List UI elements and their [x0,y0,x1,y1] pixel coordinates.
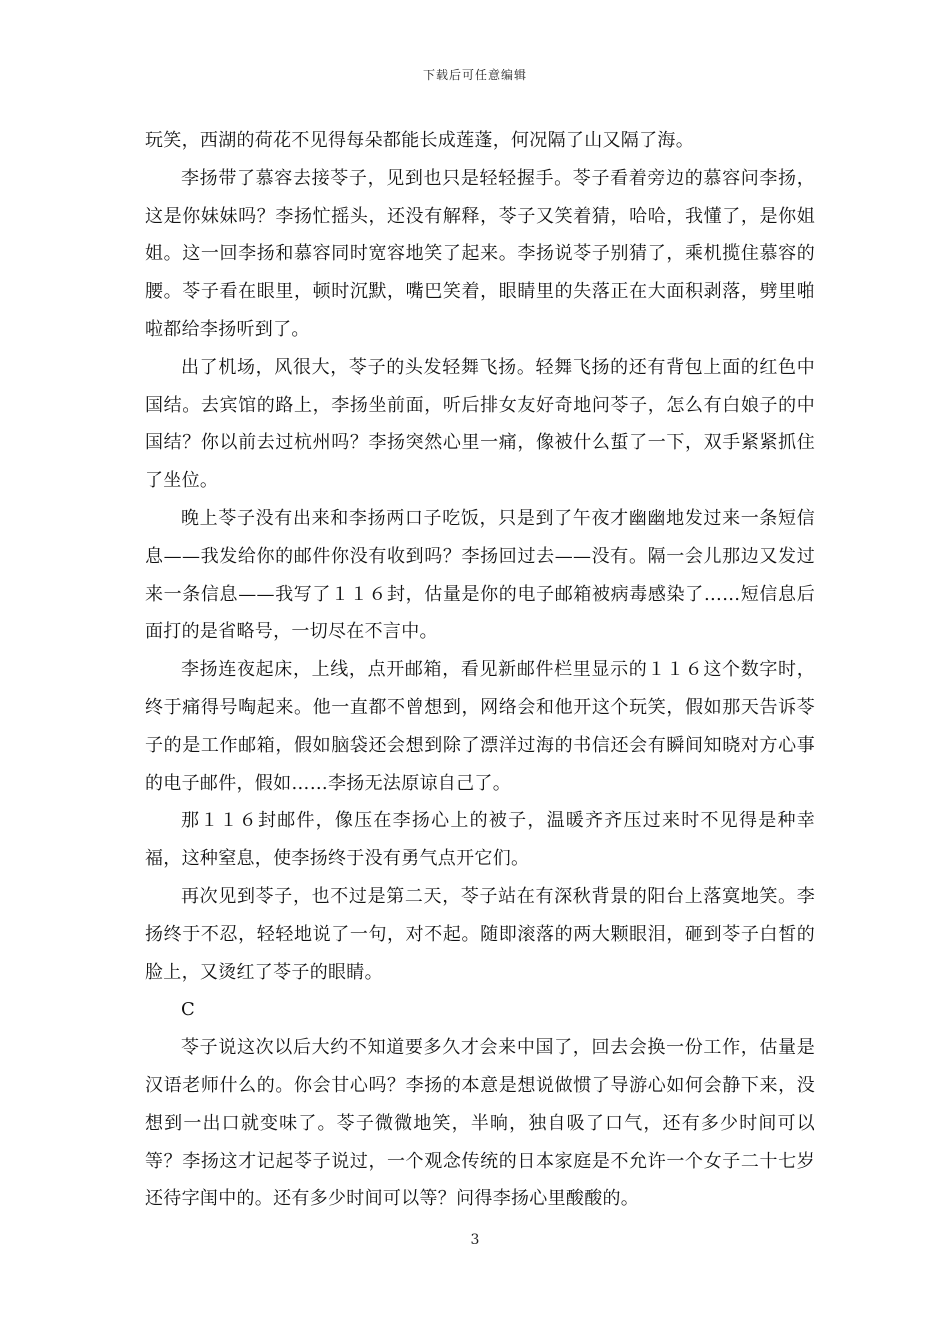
paragraph: 李扬连夜起床，上线，点开邮箱，看见新邮件栏里显示的１１６这个数字时，终于痛得号啕起来。他一直都不曾想到，网络会和他开这个玩笑，假如那天告诉苓子的是工作邮箱，假如脑袋还会想到除了漂洋过海的书信还会有瞬间知晓对方心事的电子邮件，假如……李扬无法原谅自己了。 [145,659,815,794]
paragraph: 苓子说这次以后大约不知道要多久才会来中国了，回去会换一份工作，估量是汉语老师什么的。你会甘心吗？李扬的本意是想说做惯了导游心如何会静下来，没想到一出口就变味了。苓子微微地笑，半晌，独自吸了口气，还有多少时间可以等？李扬这才记起苓子说过，一个观念传统的日本家庭是不允许一个女子二十七岁还待字闺中的。还有多少时间可以等？问得李扬心里酸酸的。 [145,1037,815,1210]
paragraph: 再次见到苓子，也不过是第二天，苓子站在有深秋背景的阳台上落寞地笑。李扬终于不忍，轻轻地说了一句，对不起。随即滚落的两大颗眼泪，砸到苓子白皙的脸上，又烫红了苓子的眼睛。 [145,885,815,983]
paragraph: 晚上苓子没有出来和李扬两口子吃饭，只是到了午夜才幽幽地发过来一条短信息——我发给你的邮件你没有收到吗？李扬回过去——没有。隔一会儿那边又发过来一条信息——我写了１１６封，估量是你的电子邮箱被病毒感染了……短信息后面打的是省略号，一切尽在不言中。 [145,507,815,643]
paragraph: 出了机场，风很大，苓子的头发轻舞飞扬。轻舞飞扬的还有背包上面的红色中国结。去宾馆的路上，李扬坐前面，听后排女友好奇地问苓子，怎么有白娘子的中国结？你以前去过杭州吗？李扬突然心里一痛，像被什么蜇了一下，双手紧紧抓住了坐位。 [145,356,815,492]
paragraph: 李扬带了慕容去接苓子，见到也只是轻轻握手。苓子看着旁边的慕容问李扬，这是你妹妹吗？李扬忙摇头，还没有解释，苓子又笑着猜，哈哈，我懂了，是你姐姐。这一回李扬和慕容同时宽容地笑了起来。李扬说苓子别猜了，乘机揽住慕容的腰。苓子看在眼里，顿时沉默，嘴巴笑着，眼睛里的失落正在大面积剥落，劈里啪啦都给李扬听到了。 [145,167,815,340]
paragraph-continuation: 玩笑，西湖的荷花不见得每朵都能长成莲蓬，何况隔了山又隔了海。 [145,130,694,151]
page-number: 3 [470,1232,480,1248]
page-header: 下载后可任意编辑 [422,68,527,82]
paragraph: 那１１６封邮件，像压在李扬心上的被子，温暖齐齐压过来时不见得是种幸福，这种窒息，使李扬终于没有勇气点开它们。 [145,810,815,870]
section-marker: C [181,999,196,1021]
document-body [145,122,815,1218]
